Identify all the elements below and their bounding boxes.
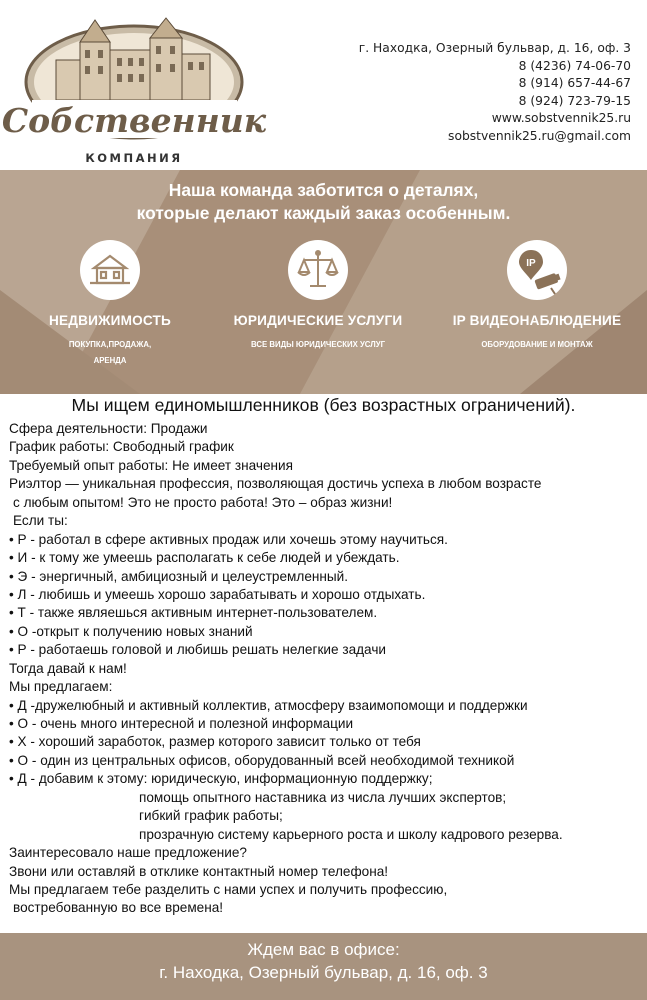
phone-2[interactable]: 8 (914) 657-44-67 bbox=[518, 76, 631, 91]
ip-label: IP bbox=[526, 258, 536, 269]
company-logo bbox=[1, 12, 267, 167]
service-subtitle bbox=[5, 336, 215, 369]
phone-1[interactable]: 8 (4236) 74-06-70 bbox=[518, 58, 631, 73]
footer-invite: Ждем вас в офисе: bbox=[247, 940, 400, 959]
service-real-estate[interactable] bbox=[5, 240, 215, 369]
header bbox=[0, 0, 647, 170]
list-subitem: помощь опытного наставника из числа лучших экспертов; bbox=[139, 789, 507, 805]
text-line: востребованную во все времена! bbox=[13, 900, 224, 916]
service-legal[interactable] bbox=[213, 240, 423, 353]
list-item: • Д - добавим к этому: юридическую, информационную поддержку; bbox=[9, 771, 433, 787]
text-line: Сфера деятельности: Продажи bbox=[9, 421, 208, 436]
list-subitem: прозрачную систему карьерного роста и школу кадрового резерва. bbox=[139, 826, 563, 842]
service-ip-cctv[interactable] bbox=[432, 240, 642, 353]
text-line: Звони или оставляй в отклике контактный номер телефона! bbox=[9, 863, 389, 879]
list-item: • Л - любишь и умеешь хорошо зарабатывать и хорошо отдыхать. bbox=[9, 586, 426, 602]
text-line: Тогда давай к нам! bbox=[9, 660, 127, 676]
text-line: с любым опытом! Это не просто работа! Это – образ жизни! bbox=[13, 494, 393, 510]
list-item: • И - к тому же умеешь располагать к себе людей и убеждать. bbox=[9, 550, 400, 566]
list-item: • Т - также являешься активным интернет-пользователем. bbox=[9, 605, 378, 621]
service-title: ЮРИДИЧЕСКИЕ УСЛУГИ bbox=[233, 313, 403, 328]
list-item: • Д -дружелюбный и активный коллектив, атмосферу взаимопомощи и поддержки bbox=[9, 697, 528, 713]
service-subtitle bbox=[213, 336, 423, 353]
email-link[interactable]: sobstvennik25.ru@gmail.com bbox=[448, 128, 631, 143]
website-link[interactable]: www.sobstvennik25.ru bbox=[491, 111, 631, 126]
list-item: • Р - работаешь головой и любишь решать нелегкие задачи bbox=[9, 642, 386, 658]
service-subtitle-line-1: ОБОРУДОВАНИЕ И МОНТАЖ bbox=[481, 340, 593, 349]
tagline-line-2: которые делают каждый заказ особенным. bbox=[136, 203, 511, 223]
logo-subtitle: КОМПАНИЯ bbox=[85, 151, 183, 165]
headline: Мы ищем единомышленников (без возрастных ограничений). bbox=[71, 395, 576, 415]
service-subtitle bbox=[432, 336, 642, 353]
tagline bbox=[0, 179, 647, 225]
logo-wordmark: Собственник bbox=[1, 101, 267, 140]
text-line: Риэлтор — уникальная профессия, позволяющая достичь успеха в любом возрасте bbox=[9, 476, 542, 492]
text-line: Требуемый опыт работы: Не имеет значения bbox=[9, 457, 293, 473]
address-text: г. Находка, Озерный бульвар, д. 16, оф. 3 bbox=[358, 41, 631, 55]
footer-address: г. Находка, Озерный бульвар, д. 16, оф. 3 bbox=[159, 963, 488, 982]
list-item: • Х - хороший заработок, размер которого зависит только от тебя bbox=[9, 734, 421, 750]
service-title: IP ВИДЕОНАБЛЮДЕНИЕ bbox=[452, 313, 622, 328]
list-item: • Э - энергичный, амбициозный и целеустремленный. bbox=[9, 568, 349, 584]
phone-3[interactable]: 8 (924) 723-79-15 bbox=[518, 93, 631, 108]
ip-camera-icon bbox=[507, 240, 567, 300]
list-subitem: гибкий график работы; bbox=[139, 808, 283, 824]
vacancy-lines bbox=[9, 420, 643, 918]
service-subtitle-line-1: ВСЕ ВИДЫ ЮРИДИЧЕСКИХ УСЛУГ bbox=[251, 340, 385, 349]
service-title: НЕДВИЖИМОСТЬ bbox=[48, 313, 172, 328]
text-line: График работы: Свободный график bbox=[9, 439, 234, 455]
service-subtitle-line-2: АРЕНДА bbox=[93, 356, 127, 365]
house-icon bbox=[80, 240, 140, 300]
tagline-line-1: Наша команда заботится о деталях, bbox=[168, 180, 479, 200]
text-line: Мы предлагаем тебе разделить с нами успех и получить профессию, bbox=[9, 881, 448, 897]
list-item: • О - очень много интересной и полезной информации bbox=[9, 716, 354, 731]
text-line: Мы предлагаем: bbox=[9, 679, 113, 695]
text-line: Если ты: bbox=[13, 513, 68, 529]
list-item: • О - один из центральных офисов, оборудованный всей необходимой техникой bbox=[9, 752, 515, 768]
list-item: • О -открыт к получению новых знаний bbox=[9, 623, 253, 639]
service-subtitle-line-1: ПОКУПКА,ПРОДАЖА, bbox=[68, 340, 152, 349]
footer bbox=[0, 933, 647, 1000]
text-line: Заинтересовало наше предложение? bbox=[9, 845, 247, 861]
services-banner bbox=[0, 170, 647, 394]
contact-block bbox=[359, 40, 631, 146]
list-item: • Р - работал в сфере активных продаж или хочешь этому научиться. bbox=[9, 531, 448, 547]
scales-icon bbox=[288, 240, 348, 300]
